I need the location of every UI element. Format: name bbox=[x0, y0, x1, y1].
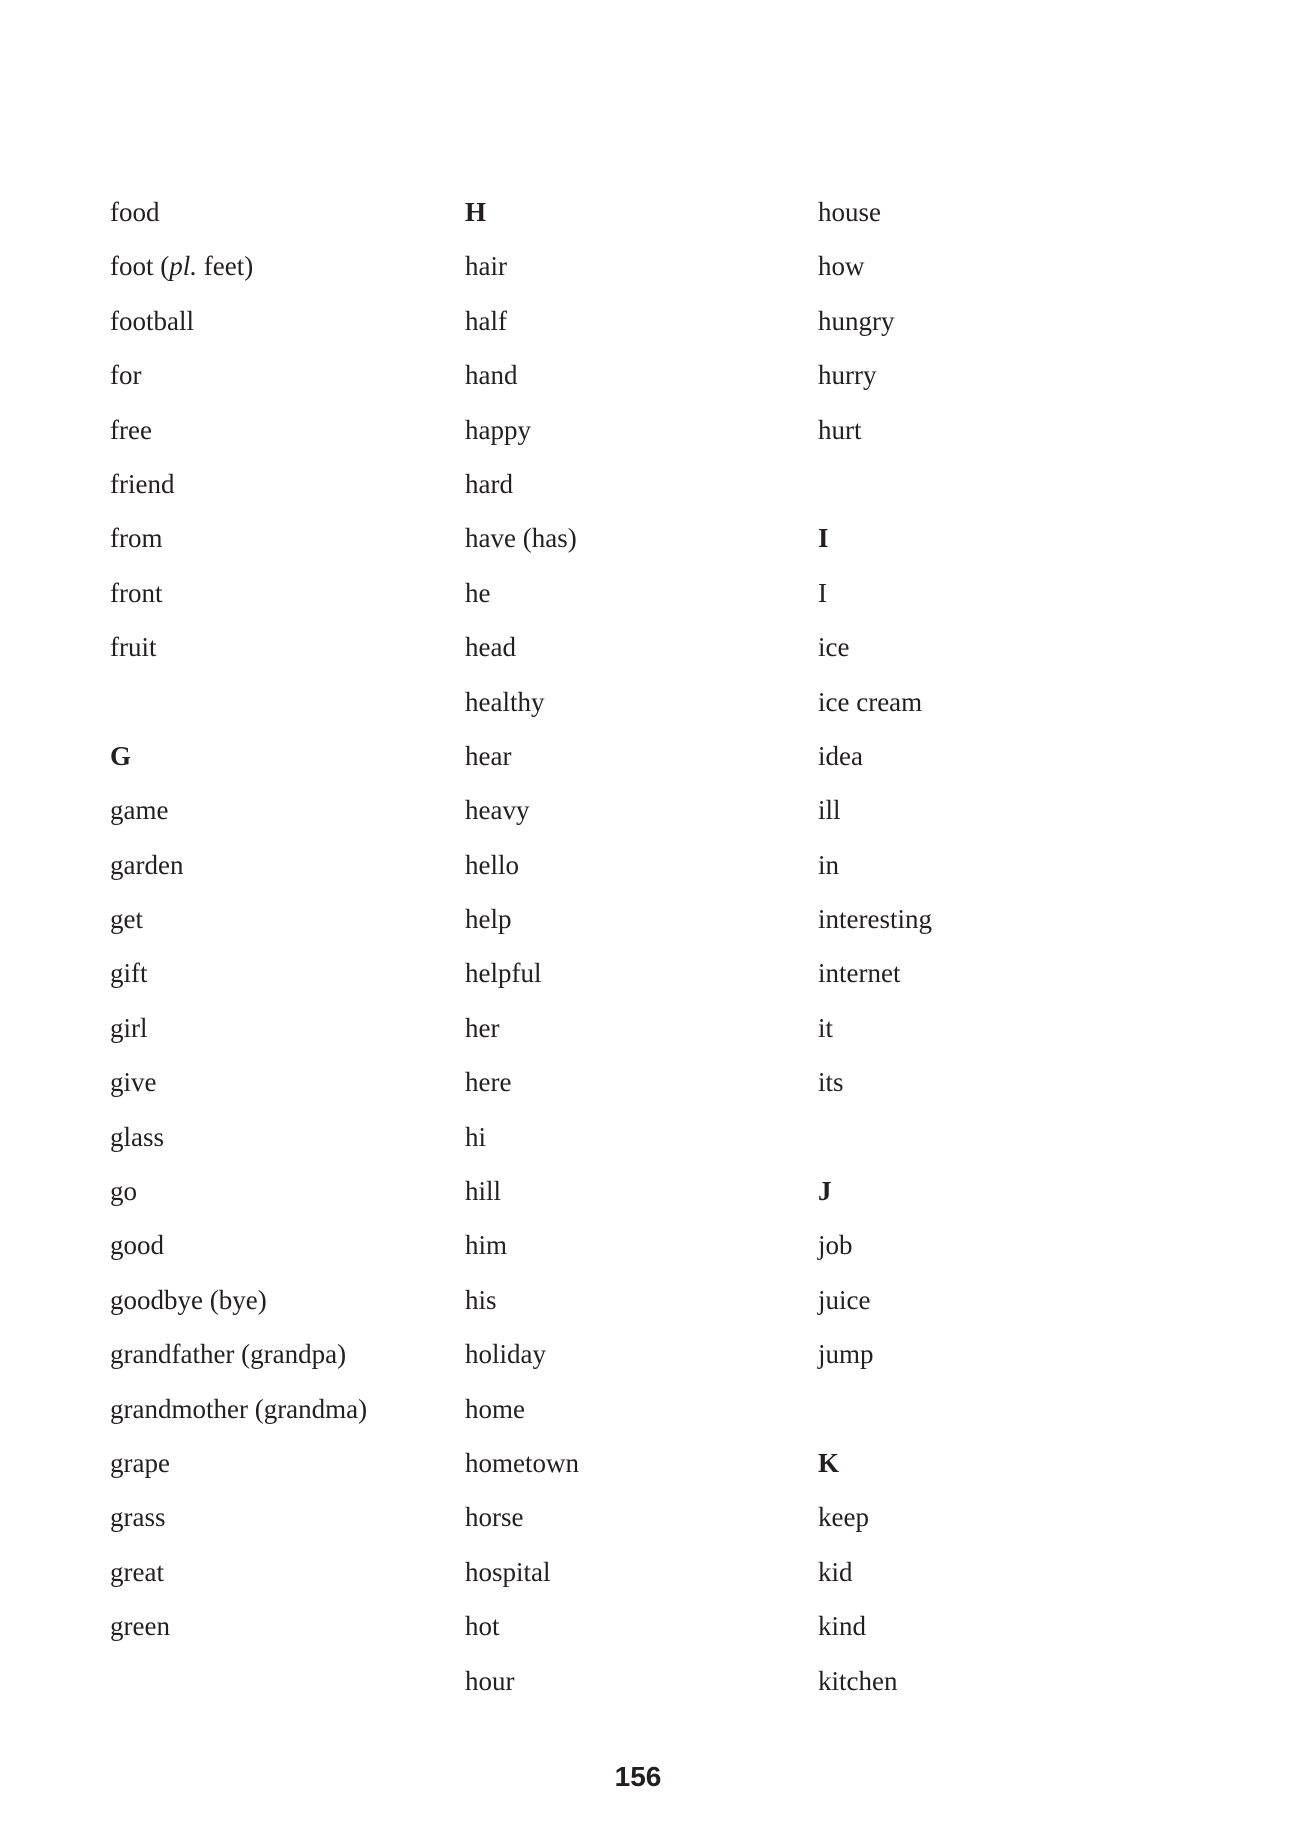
word-entry bbox=[465, 1599, 579, 1653]
word-entry bbox=[465, 1001, 579, 1055]
blank-row bbox=[818, 1382, 932, 1436]
word-entry bbox=[110, 1273, 367, 1327]
word-column-1 bbox=[110, 185, 367, 1708]
word-entry bbox=[465, 457, 579, 511]
word-text: ill bbox=[818, 795, 841, 826]
word-text: free bbox=[110, 414, 152, 445]
word-text: fruit bbox=[110, 632, 157, 663]
word-text: ice cream bbox=[818, 686, 923, 717]
word-text: kid bbox=[818, 1556, 853, 1587]
word-text: keep bbox=[818, 1502, 869, 1533]
word-entry bbox=[110, 1545, 367, 1599]
word-text: hello bbox=[465, 849, 519, 880]
word-text: grandfather (grandpa) bbox=[110, 1339, 347, 1370]
word-entry bbox=[818, 892, 932, 946]
word-entry bbox=[110, 348, 367, 402]
word-entry bbox=[110, 1327, 367, 1381]
word-entry bbox=[818, 294, 932, 348]
word-entry bbox=[465, 403, 579, 457]
word-text: its bbox=[818, 1067, 844, 1098]
word-entry bbox=[465, 1218, 579, 1272]
word-text: hurt bbox=[818, 414, 862, 445]
word-entry bbox=[110, 566, 367, 620]
word-entry bbox=[818, 1599, 932, 1653]
word-entry bbox=[110, 1599, 367, 1653]
word-entry bbox=[110, 511, 367, 565]
word-entry bbox=[110, 1436, 367, 1490]
word-entry bbox=[465, 511, 579, 565]
word-entry bbox=[110, 838, 367, 892]
word-entry bbox=[818, 1218, 932, 1272]
word-entry bbox=[465, 1055, 579, 1109]
section-letter bbox=[818, 1436, 932, 1490]
word-text: goodbye (bye) bbox=[110, 1284, 267, 1315]
word-entry bbox=[465, 239, 579, 293]
word-entry bbox=[818, 620, 932, 674]
word-entry bbox=[110, 1490, 367, 1544]
word-text: grass bbox=[110, 1502, 166, 1533]
word-text: hometown bbox=[465, 1447, 579, 1478]
word-entry bbox=[110, 239, 367, 293]
word-text: I bbox=[818, 523, 829, 554]
word-text: in bbox=[818, 849, 840, 880]
word-entry bbox=[110, 783, 367, 837]
word-text: front bbox=[110, 577, 163, 608]
word-text: happy bbox=[465, 414, 531, 445]
blank-row bbox=[818, 1110, 932, 1164]
word-text: give bbox=[110, 1067, 157, 1098]
word-entry bbox=[110, 457, 367, 511]
word-text: heavy bbox=[465, 795, 530, 826]
word-entry bbox=[465, 1327, 579, 1381]
word-text: H bbox=[465, 197, 487, 227]
word-entry bbox=[110, 1001, 367, 1055]
word-text: he bbox=[465, 577, 491, 608]
blank-row bbox=[110, 1654, 367, 1708]
word-text: hard bbox=[465, 468, 513, 499]
word-entry bbox=[110, 946, 367, 1000]
section-letter bbox=[465, 185, 579, 239]
word-text: helpful bbox=[465, 958, 542, 989]
word-text: food bbox=[110, 197, 160, 227]
word-entry bbox=[110, 403, 367, 457]
word-text: hair bbox=[465, 251, 507, 282]
blank-row bbox=[110, 675, 367, 729]
word-text: garden bbox=[110, 849, 184, 880]
word-entry bbox=[465, 1273, 579, 1327]
word-entry bbox=[818, 838, 932, 892]
word-text: J bbox=[818, 1176, 832, 1207]
word-text: friend bbox=[110, 468, 175, 499]
word-text: healthy bbox=[465, 686, 545, 717]
word-text: help bbox=[465, 904, 512, 935]
word-text: hurry bbox=[818, 360, 877, 391]
word-entry bbox=[465, 1545, 579, 1599]
word-text: internet bbox=[818, 958, 901, 989]
word-text: job bbox=[818, 1230, 853, 1261]
word-text: feet) bbox=[197, 251, 254, 282]
word-text: hospital bbox=[465, 1556, 551, 1587]
word-entry bbox=[465, 892, 579, 946]
section-letter bbox=[818, 1164, 932, 1218]
word-text: kitchen bbox=[818, 1665, 898, 1696]
word-text: hour bbox=[465, 1665, 515, 1696]
word-text: hand bbox=[465, 360, 518, 391]
word-entry bbox=[818, 1327, 932, 1381]
word-entry bbox=[818, 1545, 932, 1599]
word-entry bbox=[110, 620, 367, 674]
word-column-3 bbox=[818, 185, 932, 1708]
word-text: foot ( bbox=[110, 251, 170, 282]
word-text: hot bbox=[465, 1611, 500, 1642]
word-text: gift bbox=[110, 958, 148, 989]
word-text: game bbox=[110, 795, 169, 826]
word-entry bbox=[465, 1490, 579, 1544]
word-entry bbox=[818, 1654, 932, 1708]
word-text: half bbox=[465, 305, 507, 336]
word-entry bbox=[110, 1055, 367, 1109]
word-entry bbox=[465, 294, 579, 348]
word-entry bbox=[110, 1218, 367, 1272]
word-text: great bbox=[110, 1556, 164, 1587]
word-entry bbox=[110, 892, 367, 946]
word-text: girl bbox=[110, 1012, 148, 1043]
word-column-2 bbox=[465, 185, 579, 1708]
word-text: football bbox=[110, 305, 194, 336]
word-entry bbox=[818, 1001, 932, 1055]
word-entry bbox=[110, 1164, 367, 1218]
word-text: ice bbox=[818, 632, 850, 663]
word-entry bbox=[465, 675, 579, 729]
word-entry bbox=[465, 1654, 579, 1708]
word-text: get bbox=[110, 904, 143, 935]
word-entry bbox=[818, 1490, 932, 1544]
word-text: idea bbox=[818, 740, 863, 771]
word-entry bbox=[465, 1110, 579, 1164]
word-text: good bbox=[110, 1230, 164, 1261]
word-text: jump bbox=[818, 1339, 874, 1370]
word-text: go bbox=[110, 1176, 137, 1207]
section-letter bbox=[818, 511, 932, 565]
word-text: have (has) bbox=[465, 523, 577, 554]
word-text: from bbox=[110, 523, 163, 554]
word-text: hear bbox=[465, 740, 512, 771]
blank-row bbox=[818, 457, 932, 511]
word-entry bbox=[818, 348, 932, 402]
word-text: glass bbox=[110, 1121, 164, 1152]
word-text: hi bbox=[465, 1121, 487, 1152]
word-text: for bbox=[110, 360, 142, 391]
word-entry bbox=[465, 838, 579, 892]
word-text: hungry bbox=[818, 305, 895, 336]
word-entry bbox=[110, 294, 367, 348]
word-entry bbox=[465, 729, 579, 783]
word-entry bbox=[465, 783, 579, 837]
word-entry bbox=[110, 1382, 367, 1436]
word-entry bbox=[818, 675, 932, 729]
word-entry bbox=[818, 783, 932, 837]
word-text: green bbox=[110, 1611, 170, 1642]
word-entry bbox=[818, 239, 932, 293]
word-entry bbox=[465, 1436, 579, 1490]
word-text: grandmother (grandma) bbox=[110, 1393, 368, 1424]
word-text: her bbox=[465, 1012, 500, 1043]
word-text: kind bbox=[818, 1611, 867, 1642]
word-entry bbox=[110, 1110, 367, 1164]
word-entry bbox=[818, 403, 932, 457]
word-entry bbox=[110, 185, 367, 239]
word-entry bbox=[465, 1164, 579, 1218]
word-entry bbox=[465, 1382, 579, 1436]
word-text: home bbox=[465, 1393, 525, 1424]
word-entry bbox=[465, 566, 579, 620]
word-entry bbox=[465, 620, 579, 674]
section-letter bbox=[110, 729, 367, 783]
word-text: his bbox=[465, 1284, 497, 1315]
word-text: juice bbox=[818, 1284, 871, 1315]
word-text: grape bbox=[110, 1447, 170, 1478]
word-text: G bbox=[110, 740, 132, 771]
word-entry bbox=[818, 946, 932, 1000]
word-entry bbox=[818, 566, 932, 620]
word-text: him bbox=[465, 1230, 508, 1261]
word-note-italic: pl. bbox=[169, 251, 197, 282]
word-text: hill bbox=[465, 1176, 502, 1207]
word-text: it bbox=[818, 1012, 834, 1043]
word-entry bbox=[465, 348, 579, 402]
word-text: house bbox=[818, 197, 881, 227]
page-number: 156 bbox=[614, 1761, 662, 1792]
word-entry bbox=[818, 1273, 932, 1327]
word-text: holiday bbox=[465, 1339, 546, 1370]
word-text: head bbox=[465, 632, 516, 663]
word-entry bbox=[465, 946, 579, 1000]
word-text: K bbox=[818, 1447, 840, 1478]
word-entry bbox=[818, 1055, 932, 1109]
word-entry bbox=[818, 729, 932, 783]
word-text: I bbox=[818, 577, 827, 608]
word-text: here bbox=[465, 1067, 512, 1098]
word-text: horse bbox=[465, 1502, 524, 1533]
word-text: how bbox=[818, 251, 865, 282]
word-entry bbox=[818, 185, 932, 239]
word-text: interesting bbox=[818, 904, 932, 935]
